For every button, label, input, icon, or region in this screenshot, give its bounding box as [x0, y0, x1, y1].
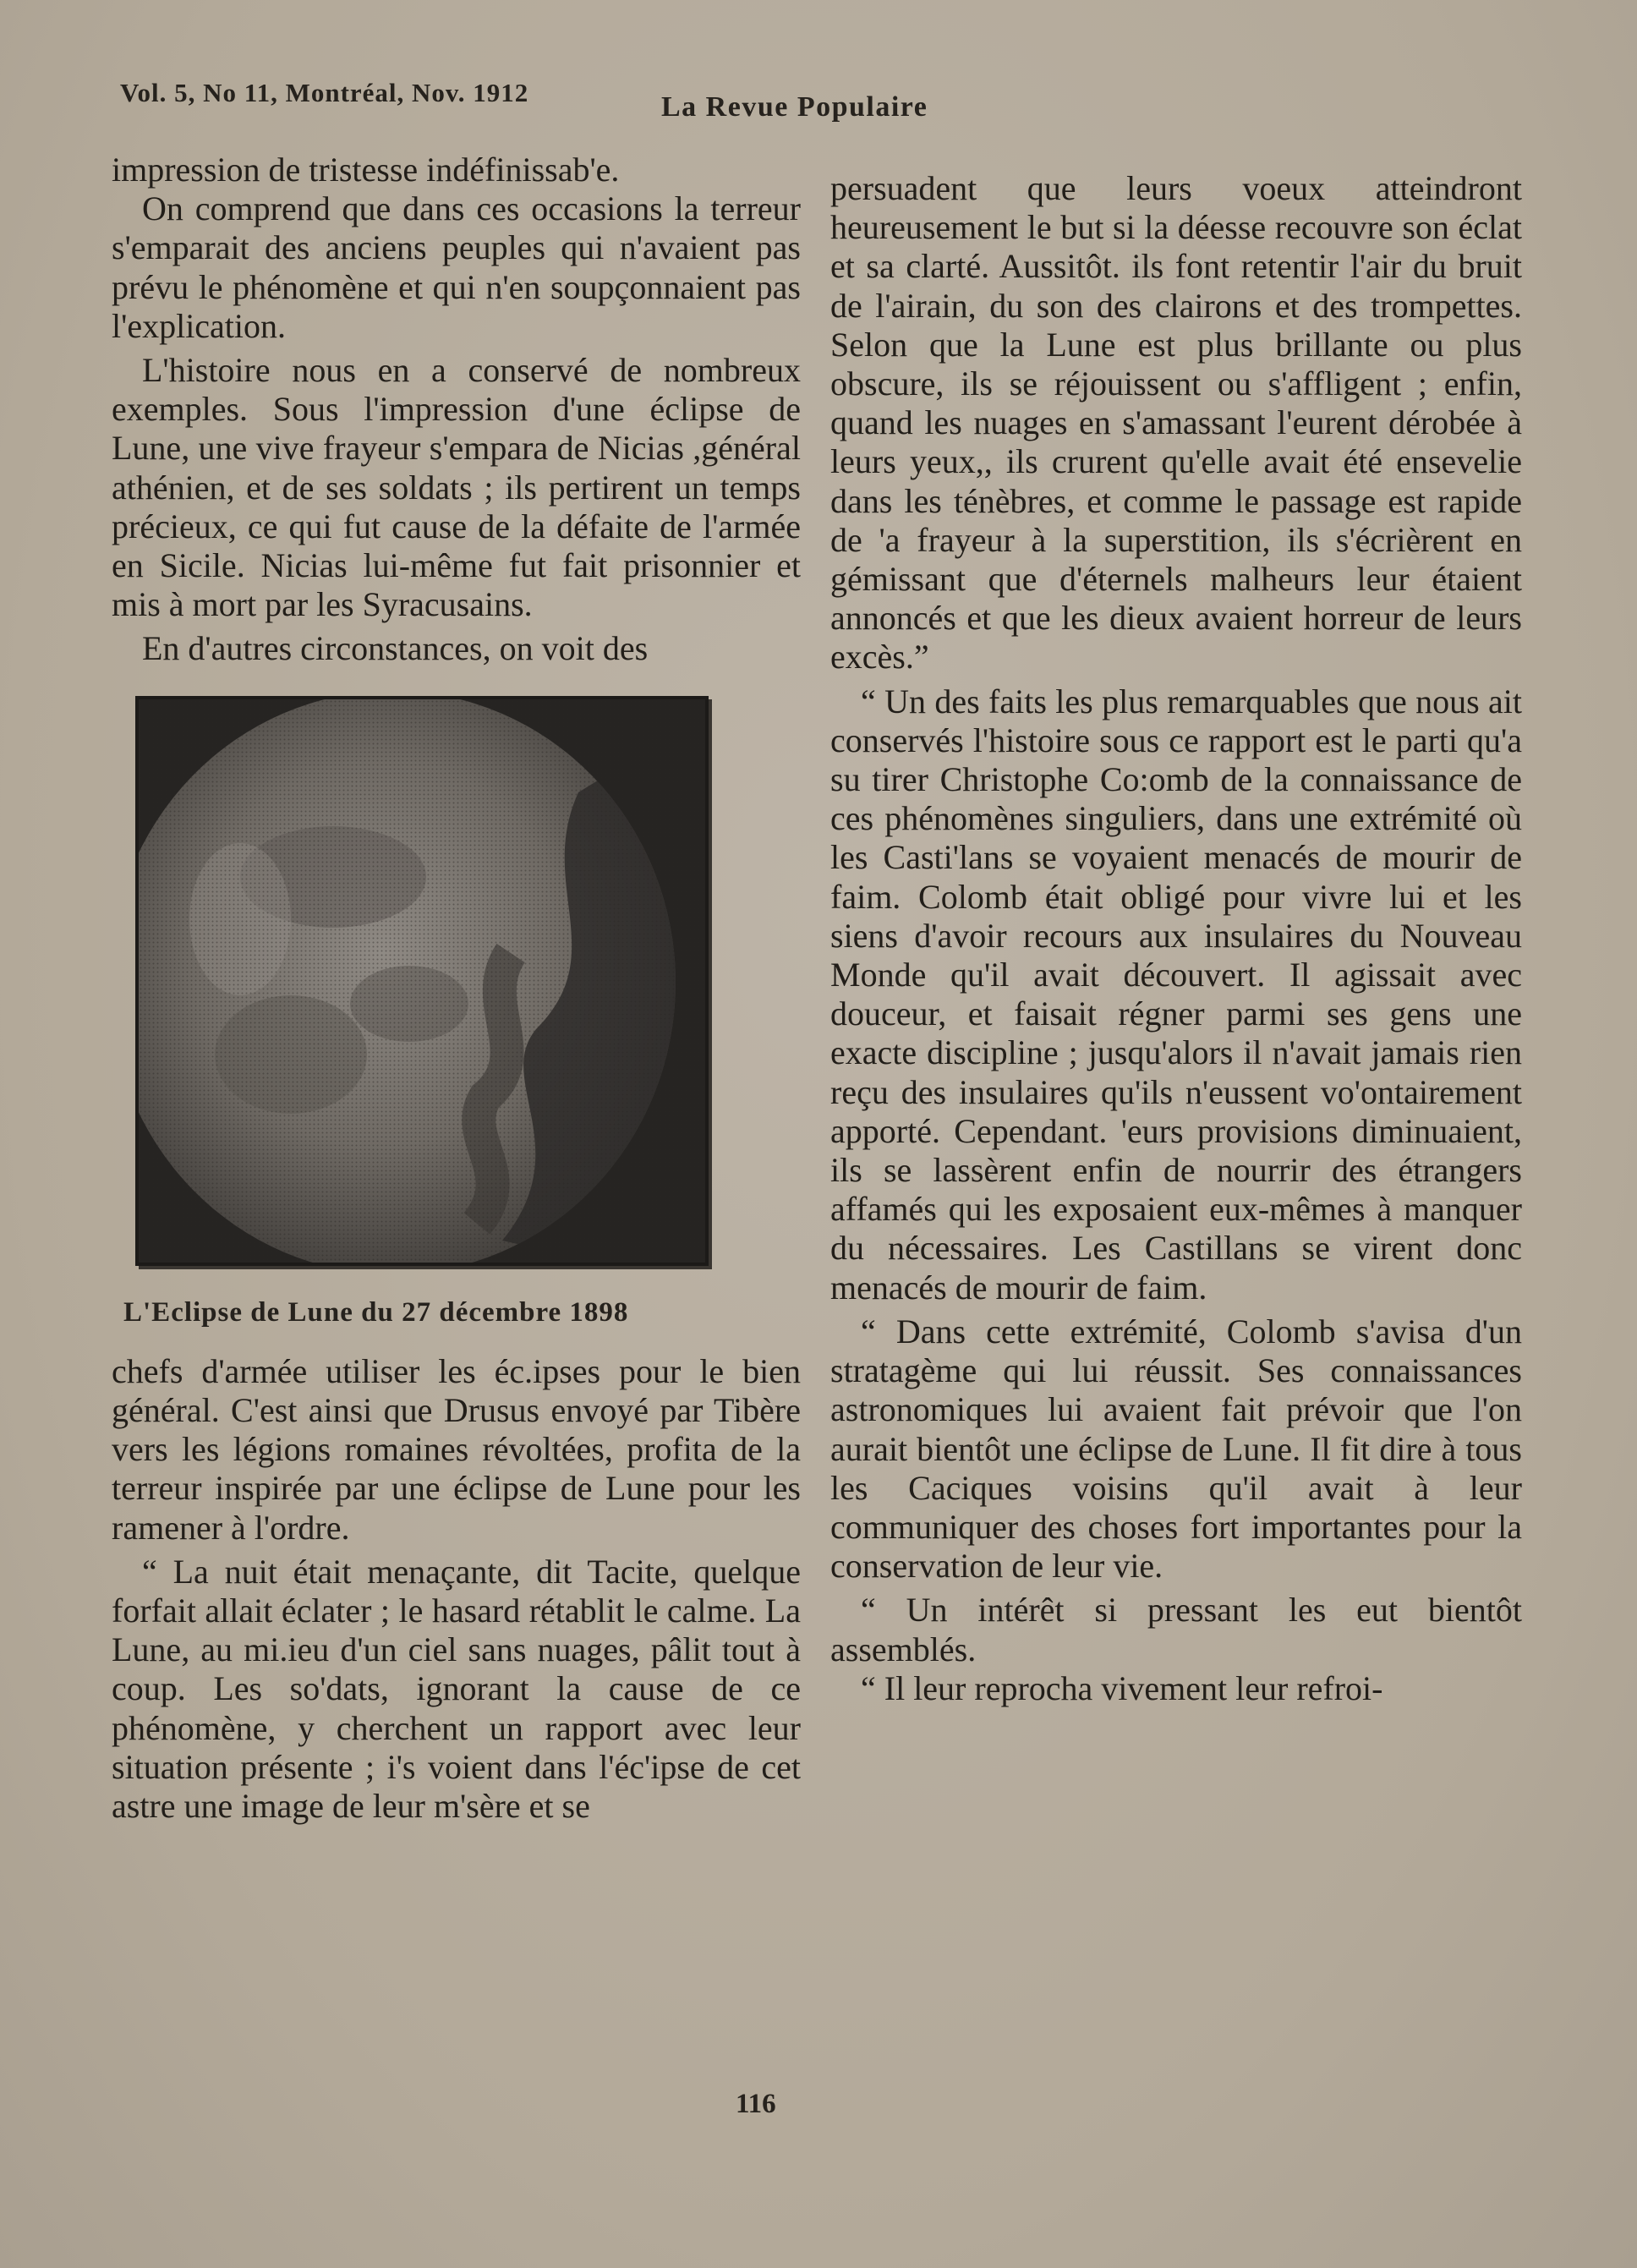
page-number: 116	[736, 2089, 776, 2119]
figure-caption: L'Eclipse de Lune du 27 décembre 1898	[123, 1296, 629, 1328]
eclipse-figure	[135, 696, 712, 1271]
paragraph: “ La nuit était menaçante, dit Tacite, quelque forfait allait éclater ; le hasard rétablit le calme. La Lune, au mi.ieu d'un ciel sans nuages, pâlit tout à coup. Les so'dats, ignorant la cause de ce phénomène, y cherchent un rapport avec leur situation présente ; i's voient dans l'éc'ipse de cet astre une image de leur m'sère et se	[112, 1552, 801, 1826]
paragraph: L'histoire nous en a conservé de nombreux exemples. Sous l'impression d'une éclipse de Lune, une vive frayeur s'empara de Nicias ,général athénien, et de ses soldats ; ils pertirent un temps précieux, ce qui fut cause de la défaite de l'armée en Sicile. Nicias lui-même fut fait prisonnier et mis à mort par les Syracusains.	[112, 351, 801, 624]
paragraph: En d'autres circonstances, on voit des	[142, 629, 649, 668]
journal-title: La Revue Populaire	[661, 91, 928, 123]
paragraph: chefs d'armée utiliser les éc.ipses pour le bien général. C'est ainsi que Drusus envoyé par Tibère vers les légions romaines révoltées, profita de la terreur inspirée par une éclipse de Lune pour les ramener à l'ordre.	[112, 1351, 801, 1547]
paragraph: persuadent que leurs voeux atteindront heureusement le but si la déesse recouvre son éclat et sa clarté. Aussitôt. ils font retentir l'air du bruit de l'airain, du son des clairons et des trompettes. Selon que la Lune est plus brillante ou plus obscure, ils se réjouissent ou s'affligent ; enfin, quand les nuages en s'amassant l'eurent dérobée à leurs yeux,, ils crurent qu'elle avait été ensevelie dans les ténèbres, et comme le passage est rapide de 'a frayeur à la superstition, ils s'écrièrent en gémissant que d'éternels malheurs leur étaient annoncés et que les dieux avaient horreur de leurs excès.”	[830, 169, 1522, 677]
paragraph: impression de tristesse indéfinissab'e.	[112, 151, 620, 189]
right-column	[830, 169, 1522, 1708]
eclipse-photograph	[135, 696, 709, 1266]
paragraph: “ Un des faits les plus remarquables que nous ait conservés l'histoire sous ce rapport est le parti qu'a su tirer Christophe Co:omb de la connaissance de ces phénomènes singuliers, dans une extrémité où les Casti'lans se voyaient menacés de mourir de faim. Colomb était obligé pour vivre lui et les siens d'avoir recours aux insulaires du Nouveau Monde qu'il avait découvert. Il agissait avec douceur, et faisait régner parmi ses gens une exacte discipline ; jusqu'alors il n'avait jamais rien reçu des insulaires qu'ils n'eussent vo'ontairement apporté. Cependant. 'eurs provisions diminuaient, ils se lassèrent enfin de nourrir des étrangers affamés qui les exposaient eux-mêmes à manquer du nécessaires. Les Castillans se virent donc menacés de mourir de faim.	[830, 682, 1522, 1307]
paragraph: “ Dans cette extrémité, Colomb s'avisa d'un stratagème qui lui réussit. Ses connaissances astronomiques lui avaient fait prévoir que l'on aurait bientôt une éclipse de Lune. Il fit dire à tous les Caciques voisins qu'il avait à leur communiquer des choses fort importantes pour la conservation de leur vie.	[830, 1312, 1522, 1586]
issue-info: Vol. 5, No 11, Montréal, Nov. 1912	[120, 78, 529, 107]
paragraph: On comprend que dans ces occasions la terreur s'emparait des anciens peuples qui n'avaient pas prévu le phénomène et qui n'en soupçonnaient pas l'explication.	[112, 189, 801, 345]
left-column	[112, 151, 801, 1826]
paragraph: “ Il leur reprocha vivement leur refroi-	[861, 1668, 1383, 1707]
paragraph: “ Un intérêt si pressant les eut bientôt assemblés.	[830, 1591, 1522, 1668]
